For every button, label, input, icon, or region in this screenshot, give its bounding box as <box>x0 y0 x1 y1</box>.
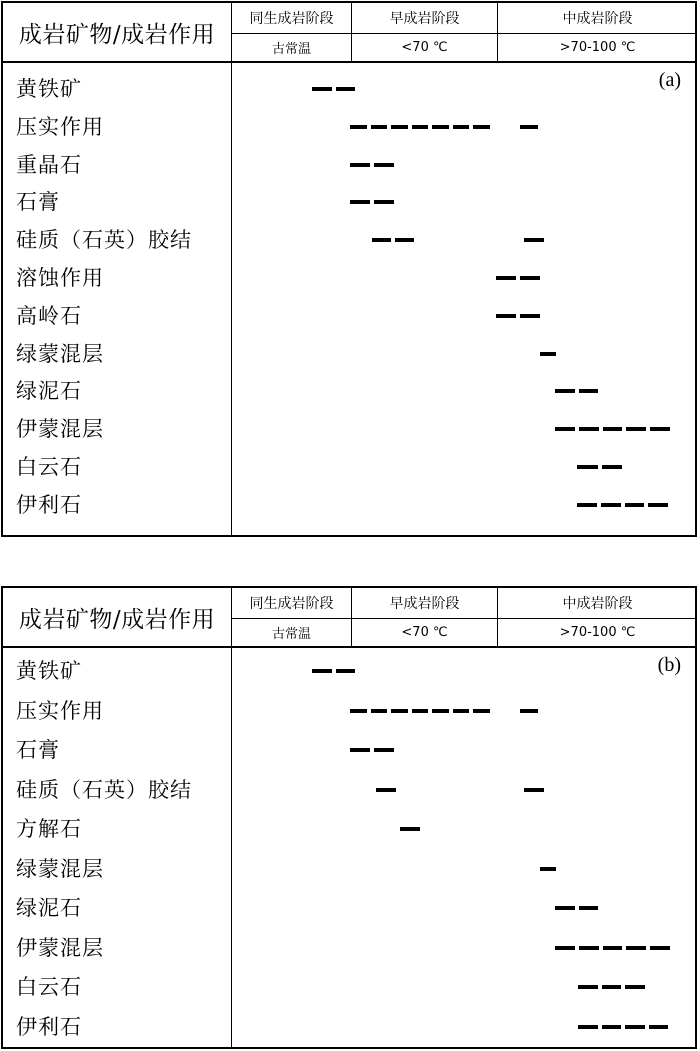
duration-dash <box>648 503 668 507</box>
duration-dash <box>312 669 332 673</box>
temperature-syngenetic: 古常温 <box>271 42 311 57</box>
column-divider <box>231 3 232 537</box>
duration-dash <box>579 946 599 950</box>
duration-dash <box>602 465 623 469</box>
duration-dash <box>603 946 623 950</box>
duration-dash <box>520 276 540 280</box>
duration-dash <box>432 709 449 713</box>
row-label: 石膏 <box>16 738 60 762</box>
panel-b <box>1 586 697 1049</box>
duration-dash <box>350 200 370 204</box>
duration-dash <box>350 748 370 752</box>
duration-dash <box>540 867 556 871</box>
column-divider <box>231 588 232 1049</box>
duration-dash <box>577 465 598 469</box>
row-label: 高岭石 <box>16 303 82 328</box>
duration-dash <box>601 503 621 507</box>
temperature-middle: >70-100 ℃ <box>559 40 636 55</box>
stage-middle: 中成岩阶段 <box>562 11 633 27</box>
duration-dash <box>540 352 556 356</box>
stage-syngenetic: 同生成岩阶段 <box>249 11 334 27</box>
stage-early: 早成岩阶段 <box>389 11 460 27</box>
duration-dash <box>391 125 408 129</box>
header-bottom-rule <box>3 61 697 63</box>
duration-dash <box>625 503 645 507</box>
temperature-early: <70 ℃ <box>401 40 448 55</box>
duration-dash <box>602 1025 622 1029</box>
row-label: 绿蒙混层 <box>16 341 104 366</box>
row-label: 白云石 <box>16 975 82 999</box>
panel-a <box>1 1 697 537</box>
stage-syngenetic: 同生成岩阶段 <box>249 596 334 612</box>
duration-dash <box>395 238 414 242</box>
duration-dash <box>578 985 598 989</box>
duration-dash <box>626 946 646 950</box>
header-bottom-rule <box>3 646 697 648</box>
row-label: 白云石 <box>16 455 82 479</box>
row-label: 绿蒙混层 <box>16 856 104 881</box>
duration-dash <box>453 125 470 129</box>
duration-dash <box>650 946 670 950</box>
row-label: 黄铁矿 <box>16 659 82 683</box>
row-label: 黄铁矿 <box>16 77 82 101</box>
duration-dash <box>374 163 394 167</box>
duration-dash <box>555 389 575 393</box>
row-label: 溶蚀作用 <box>16 266 104 290</box>
stage-early: 早成岩阶段 <box>389 596 460 612</box>
temperature-early: <70 ℃ <box>401 625 448 640</box>
duration-dash <box>350 125 367 129</box>
duration-dash <box>603 427 623 431</box>
duration-dash <box>453 709 470 713</box>
row-label: 重晶石 <box>16 152 82 177</box>
temperature-syngenetic: 古常温 <box>271 627 311 642</box>
panel-tag: (a) <box>658 69 681 91</box>
duration-dash <box>602 985 622 989</box>
duration-dash <box>374 748 394 752</box>
duration-dash <box>579 906 599 910</box>
duration-dash <box>625 1025 645 1029</box>
duration-dash <box>524 788 544 792</box>
duration-dash <box>626 427 646 431</box>
duration-dash <box>372 238 391 242</box>
duration-dash <box>496 314 516 318</box>
duration-dash <box>391 709 408 713</box>
duration-dash <box>555 906 575 910</box>
stage-middle: 中成岩阶段 <box>562 596 633 612</box>
row-label: 硅质（石英）胶结 <box>16 228 192 253</box>
row-label: 绿泥石 <box>16 896 82 920</box>
row-label: 石膏 <box>16 190 60 215</box>
duration-dash <box>649 1025 669 1029</box>
row-label: 伊利石 <box>16 492 82 517</box>
duration-dash <box>524 238 544 242</box>
duration-dash <box>520 709 538 713</box>
duration-dash <box>520 314 540 318</box>
row-label: 绿泥石 <box>16 379 82 404</box>
duration-dash <box>473 709 490 713</box>
duration-dash <box>496 276 516 280</box>
duration-dash <box>579 389 599 393</box>
row-label: 方解石 <box>16 817 82 841</box>
duration-dash <box>650 427 670 431</box>
duration-dash <box>555 946 575 950</box>
duration-dash <box>374 200 394 204</box>
row-label: 伊蒙混层 <box>16 417 104 442</box>
row-label: 硅质（石英）胶结 <box>16 777 192 802</box>
duration-dash <box>350 709 367 713</box>
duration-dash <box>578 1025 598 1029</box>
duration-dash <box>579 427 599 431</box>
row-label: 压实作用 <box>16 698 104 723</box>
panel-tag: (b) <box>657 654 681 676</box>
duration-dash <box>371 709 388 713</box>
duration-dash <box>312 87 332 91</box>
duration-dash <box>473 125 490 129</box>
row-label: 伊利石 <box>16 1014 82 1039</box>
table-title: 成岩矿物/成岩作用 <box>18 606 216 633</box>
duration-dash <box>400 827 420 831</box>
duration-dash <box>432 125 449 129</box>
duration-dash <box>577 503 597 507</box>
duration-dash <box>555 427 575 431</box>
duration-dash <box>625 985 645 989</box>
duration-dash <box>336 669 356 673</box>
temperature-middle: >70-100 ℃ <box>559 625 636 640</box>
duration-dash <box>371 125 388 129</box>
duration-dash <box>350 163 370 167</box>
duration-dash <box>412 709 429 713</box>
row-label: 伊蒙混层 <box>16 935 104 960</box>
duration-dash <box>412 125 429 129</box>
duration-dash <box>376 788 396 792</box>
table-title: 成岩矿物/成岩作用 <box>18 21 216 48</box>
row-label: 压实作用 <box>16 114 104 139</box>
duration-dash <box>520 125 538 129</box>
duration-dash <box>336 87 356 91</box>
